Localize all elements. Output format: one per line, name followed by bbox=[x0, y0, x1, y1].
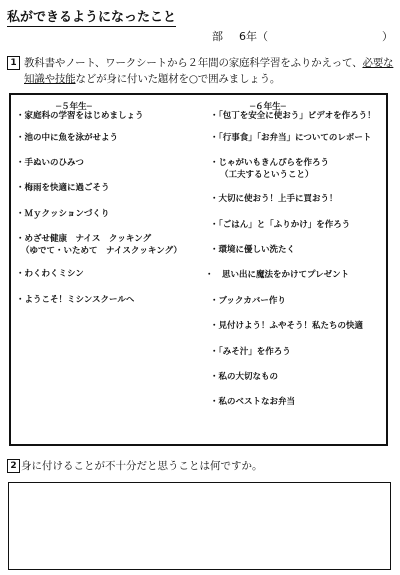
grade6-item[interactable]: ・「包丁を安全に使おう」ビデオを作ろう！ bbox=[210, 111, 376, 121]
grade5-item[interactable]: ・わくわくミシン bbox=[16, 269, 84, 279]
grade5-item[interactable]: ・手ぬいのひみつ bbox=[16, 158, 84, 168]
question-2-number: 2 bbox=[7, 459, 20, 473]
grade6-item[interactable]: ・大切に使おう！上手に買おう！ bbox=[210, 194, 338, 204]
grade6-item[interactable]: ・ブックカバー作り bbox=[210, 296, 286, 306]
grade6-item[interactable]: ・じゃがいもきんぴらを作ろう bbox=[210, 158, 330, 168]
grade6-item[interactable]: ・環境に優しい洗たく bbox=[210, 245, 296, 255]
question-2-text: 身に付けることが不十分だと思うことは何ですか。 bbox=[21, 460, 263, 472]
question-1-text bbox=[24, 55, 396, 87]
grade5-item[interactable]: ・Ｍｙクッションづくり bbox=[16, 209, 110, 219]
grade-label: 6年（ bbox=[239, 30, 268, 43]
grade5-item-sub: （ゆでて・いためて ナイスクッキング） bbox=[21, 246, 182, 256]
grade5-item[interactable]: ・めざせ健康 ナイス クッキング bbox=[16, 234, 152, 244]
class-label: 部 bbox=[212, 30, 223, 43]
grade5-item[interactable]: ・ようこそ！ミシンスクールへ bbox=[16, 295, 135, 305]
close-paren: ） bbox=[382, 30, 393, 43]
grade5-heading: ─５年生─ bbox=[56, 102, 92, 112]
grade6-item[interactable]: ・見付けよう！ふやそう！私たちの快適 bbox=[210, 321, 364, 331]
question-1-number: 1 bbox=[7, 56, 20, 70]
answer-box[interactable] bbox=[8, 482, 391, 570]
grade6-heading: ─６年生─ bbox=[250, 102, 286, 112]
grade6-item[interactable]: ・「行事食」「お弁当」についてのレポート bbox=[210, 133, 372, 143]
grade6-item[interactable]: ・「みそ汁」を作ろう bbox=[210, 347, 291, 357]
question-1-text-after: などが身に付いた題材を○で囲みましょう。 bbox=[75, 73, 281, 85]
grade6-item[interactable]: ・私の大切なもの bbox=[210, 372, 279, 382]
class-grade-line bbox=[212, 28, 393, 44]
grade6-item[interactable]: ・「ごはん」と「ふりかけ」を作ろう bbox=[210, 220, 351, 230]
grade6-item[interactable]: ・ 思い出に魔法をかけてプレゼント bbox=[205, 270, 350, 280]
question-1-underline-knowledge: 必要な知識 bbox=[24, 57, 394, 85]
grade6-item-sub: （工夫するということ） bbox=[220, 170, 314, 180]
grade6-item[interactable]: ・私のベストなお弁当 bbox=[210, 397, 296, 407]
question-1-text-before: 教科書やノート、ワークシートから２年間の家庭科学習をふりかえって、 bbox=[24, 57, 363, 69]
question-1-underline-skill: や技能 bbox=[44, 73, 76, 85]
page-title: 私ができるようになったこと bbox=[7, 6, 176, 27]
grade5-item[interactable]: ・家庭科の学習をはじめましょう bbox=[16, 111, 144, 121]
grade5-item[interactable]: ・梅雨を快適に過ごそう bbox=[16, 183, 110, 193]
grade5-item[interactable]: ・池の中に魚を泳がせよう bbox=[16, 133, 119, 143]
